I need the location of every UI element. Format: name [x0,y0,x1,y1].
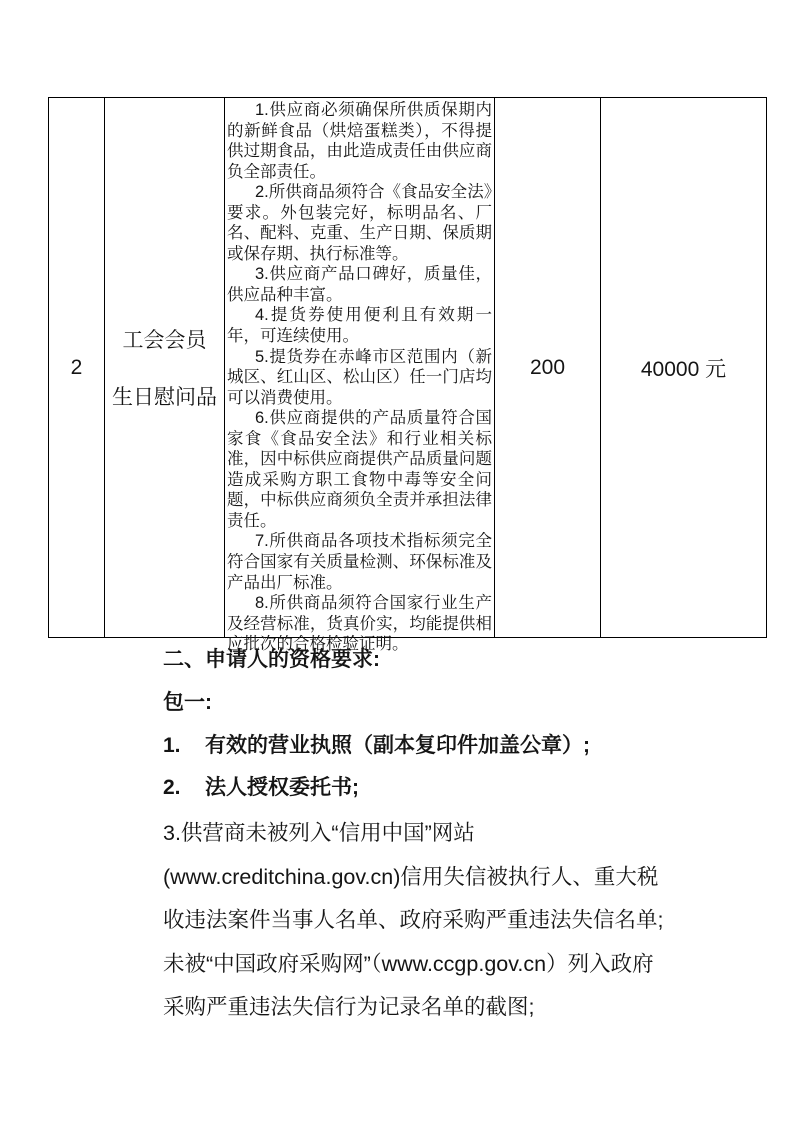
qualification-item-3 [163,812,723,1030]
table-cell-requirements [225,98,495,654]
list-number: 2. [163,776,181,799]
procurement-table [48,97,767,654]
qualification-item-1 [163,733,590,758]
qualification-item-3-line: 采购严重违法失信行为记录名单的截图; [163,995,535,1019]
requirement-paragraph: 2.所供商品须符合《食品安全法》要求。外包装完好，标明品名、厂名、配料、克重、生产日期、保质期或保存期、执行标准等。 [227,183,492,263]
table-cell-budget [601,98,766,637]
qualification-item-2-text: 法人授权委托书; [205,776,359,799]
quantity-value: 200 [529,355,566,379]
row-number: 2 [70,355,83,379]
requirement-paragraph: 5.提货券在赤峰市区范围内（新城区、红山区、松山区）任一门店均可以消费使用。 [227,347,492,407]
requirement-paragraph: 4.提货券使用便利且有效期一年，可连续使用。 [227,306,492,346]
package-label: 包一: [163,691,212,714]
requirement-paragraph: 6.供应商提供的产品质量符合国家食《食品安全法》和行业相关标准，因中标供应商提供产品质量问题造成采购方职工食物中毒等安全问题，中标供应商须负全责并承担法律责任。 [227,409,492,530]
qualification-item-3-line: 未被“中国政府采购网”（www.ccgp.gov.cn）列入政府 [163,951,654,976]
item-name-line-2: 生日慰问品 [112,386,217,409]
qualification-item-3-line: (www.creditchina.gov.cn)信用失信被执行人、重大税 [163,864,659,889]
requirement-paragraph: 7.所供商品各项技术指标须完全符合国家有关质量检测、环保标准及产品出厂标准。 [227,532,492,592]
table-cell-item-name [105,98,225,637]
qualification-item-3-line: 收违法案件当事人名单、政府采购严重违法失信名单; [163,908,664,932]
section-heading: 二、申请人的资格要求: [163,648,380,671]
requirement-paragraph: 1.供应商必须确保所供质保期内的新鲜食品（烘焙蛋糕类），不得提供过期食品，由此造成责任由供应商负全部责任。 [227,101,492,181]
item-name-line-1: 工会会员 [122,329,207,352]
qualification-item-3-line: 3.供营商未被列入“信用中国”网站 [163,821,475,845]
requirement-paragraph: 8.所供商品须符合国家行业生产及经营标准，货真价实，均能提供相应批次的合格检验证明。 [227,594,492,654]
budget-value: 40000 元 [640,357,727,381]
qualification-item-2 [163,775,359,800]
list-number: 1. [163,734,181,757]
qualification-item-1-text: 有效的营业执照（副本复印件加盖公章）; [205,734,590,757]
table-cell-row-number [49,98,105,637]
requirement-paragraph: 3.供应商产品口碑好，质量佳，供应品种丰富。 [227,265,492,304]
table-cell-quantity [495,98,601,637]
